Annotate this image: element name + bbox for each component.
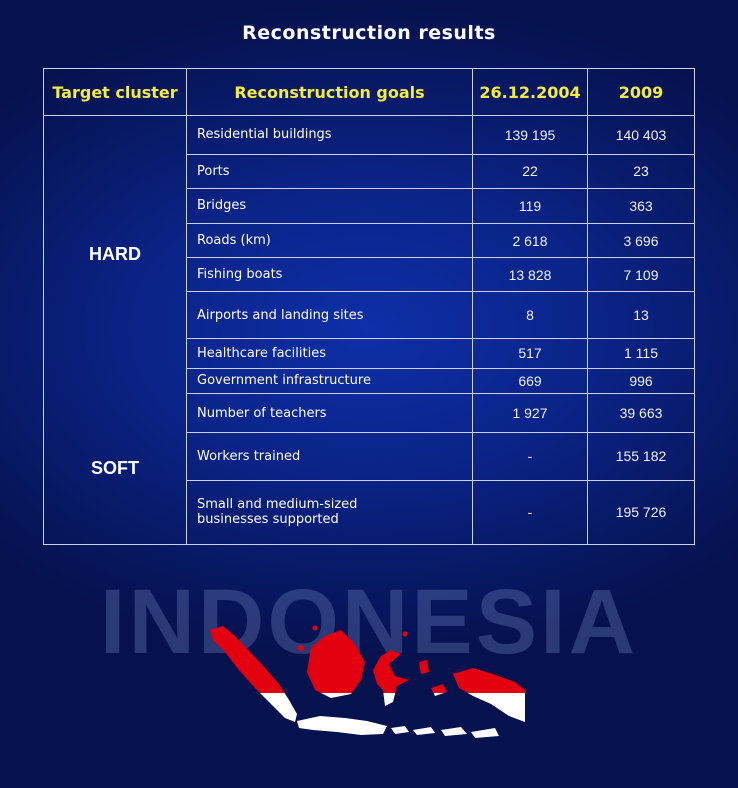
value-2009: 7 109 — [588, 258, 695, 292]
header-2004: 26.12.2004 — [473, 69, 588, 116]
goal-line-2: businesses supported — [197, 512, 339, 528]
header-target-cluster: Target cluster — [44, 69, 187, 116]
value-2009: 363 — [588, 188, 695, 223]
cluster-hard: HARD — [44, 116, 187, 394]
goal-line-1: Small and medium-sized — [197, 497, 358, 513]
header-2009: 2009 — [588, 69, 695, 116]
goal-cell: Ports — [187, 154, 473, 188]
goal-cell: Government infrastructure — [187, 368, 473, 393]
value-2004: 8 — [473, 292, 588, 338]
goal-cell: Residential buildings — [187, 116, 473, 154]
goal-cell: Roads (km) — [187, 223, 473, 257]
value-2009: 39 663 — [588, 393, 695, 432]
goal-cell: Number of teachers — [187, 393, 473, 432]
value-2009: 1 115 — [588, 338, 695, 368]
indonesia-flag-map-icon — [205, 618, 530, 758]
results-table — [43, 68, 695, 545]
value-2009: 3 696 — [588, 223, 695, 257]
table-header-row — [44, 69, 695, 116]
page-title: Reconstruction results — [242, 22, 496, 44]
header-reconstruction-goals: Reconstruction goals — [187, 69, 473, 116]
value-2004: 119 — [473, 188, 588, 223]
value-2004: 139 195 — [473, 116, 588, 154]
value-2004: 1 927 — [473, 393, 588, 432]
value-2004: 517 — [473, 338, 588, 368]
goal-cell — [187, 480, 473, 544]
indonesia-watermark: INDONESIA — [99, 571, 639, 673]
table-row — [44, 116, 695, 154]
flag-fill — [205, 618, 530, 758]
value-2009: 195 726 — [588, 480, 695, 544]
value-2004: - — [473, 480, 588, 544]
goal-cell: Healthcare facilities — [187, 338, 473, 368]
value-2009: 13 — [588, 292, 695, 338]
value-2009: 155 182 — [588, 433, 695, 480]
value-2004: 13 828 — [473, 258, 588, 292]
goal-cell: Fishing boats — [187, 258, 473, 292]
goal-cell: Bridges — [187, 188, 473, 223]
value-2004: 669 — [473, 368, 588, 393]
value-2004: 22 — [473, 154, 588, 188]
value-2004: - — [473, 433, 588, 480]
value-2009: 23 — [588, 154, 695, 188]
value-2009: 996 — [588, 368, 695, 393]
cluster-soft: SOFT — [44, 393, 187, 544]
value-2004: 2 618 — [473, 223, 588, 257]
table-row — [44, 393, 695, 432]
goal-cell: Airports and landing sites — [187, 292, 473, 338]
goal-cell: Workers trained — [187, 433, 473, 480]
value-2009: 140 403 — [588, 116, 695, 154]
